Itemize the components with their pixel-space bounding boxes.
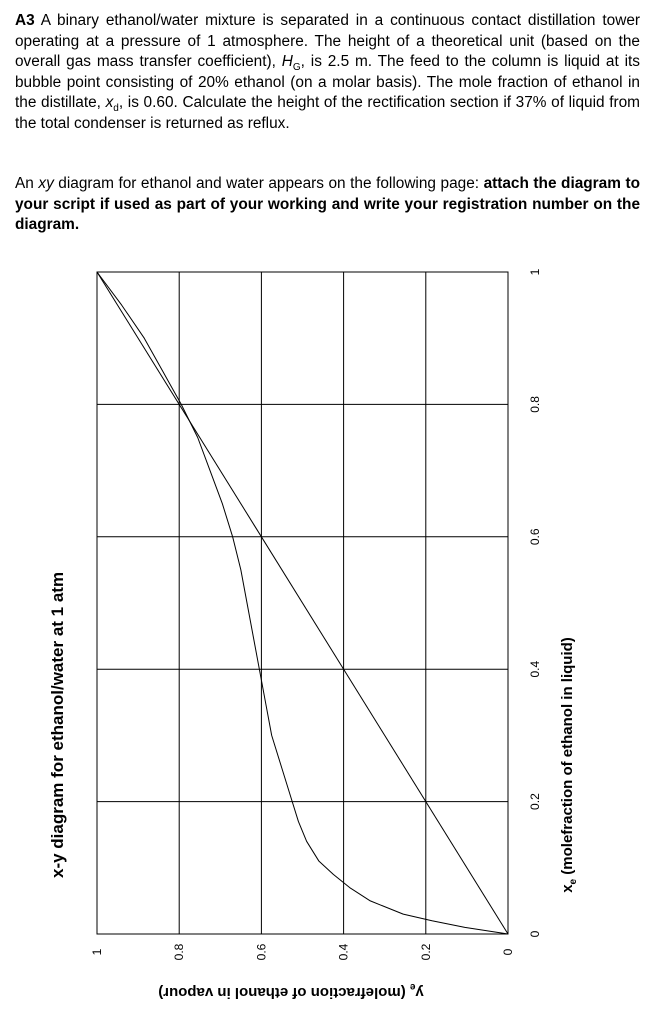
note-instruction: attach the diagram to your script if used as part of your working and write your registration number on the diagram. bbox=[15, 175, 640, 233]
question-text bbox=[15, 11, 640, 134]
x-tick-label: 0.4 bbox=[528, 660, 542, 678]
question-text-part-3: , is 0.60. Calculate the height of the rectification section if 37% of liquid from the total condenser is returned as reflux. bbox=[15, 94, 641, 132]
chart-title: x-y diagram for ethanol/water at 1 atm bbox=[48, 571, 67, 878]
diagram-note bbox=[15, 174, 640, 236]
x-axis-label-rest: (molefraction of ethanol in liquid) bbox=[559, 637, 576, 879]
y-tick-label: 0.6 bbox=[254, 943, 269, 961]
note-xy-word: xy bbox=[38, 175, 54, 192]
xy-diagram bbox=[0, 240, 654, 1024]
chart-curves bbox=[97, 272, 508, 934]
x-tick-label: 0.6 bbox=[528, 528, 542, 546]
question-number: A3 bbox=[15, 12, 35, 29]
x-tick-label: 0 bbox=[528, 930, 542, 938]
y-tick-label: 0 bbox=[501, 948, 515, 956]
diagonal-line bbox=[97, 272, 508, 934]
x-axis-label-main: x bbox=[559, 884, 576, 893]
x-tick-label: 1 bbox=[528, 268, 542, 276]
question-text-part-1: A binary ethanol/water mixture is separated in a continuous contact distillation tower operating at a pressure of 1 atmosphere. The height of a theoretical unit (based on the overall gas mass transfer coefficient), bbox=[15, 12, 640, 70]
y-axis-label-sub: e bbox=[409, 981, 416, 992]
y-axis-label bbox=[158, 981, 424, 1001]
x-axis-label bbox=[559, 637, 579, 893]
hg-symbol: H bbox=[281, 53, 293, 70]
y-tick-label: 0.2 bbox=[418, 943, 433, 961]
x-tick-label: 0.8 bbox=[528, 396, 542, 413]
xd-symbol: x bbox=[105, 94, 114, 111]
x-tick-label: 0.2 bbox=[528, 793, 542, 810]
y-axis-label-rest: (molefraction of ethanol in vapour) bbox=[158, 984, 410, 1001]
note-text-part-1: An bbox=[15, 175, 39, 192]
xd-subscript: d bbox=[113, 103, 119, 115]
y-tick-label: 0.4 bbox=[336, 943, 351, 961]
x-axis-label-sub: e bbox=[568, 878, 579, 885]
note-text-part-2: diagram for ethanol and water appears on the following page: bbox=[53, 175, 484, 192]
y-axis-label-main: y bbox=[415, 984, 424, 1001]
y-tick-label: 1 bbox=[90, 948, 104, 956]
hg-subscript: G bbox=[292, 62, 301, 74]
question-text-part-2: , is 2.5 m. The feed to the column is liquid at its bubble point consisting of 20% ethanol (on a molar basis). The mole fraction of ethanol in the distillate, bbox=[15, 53, 640, 111]
y-tick-label: 0.8 bbox=[172, 943, 187, 961]
